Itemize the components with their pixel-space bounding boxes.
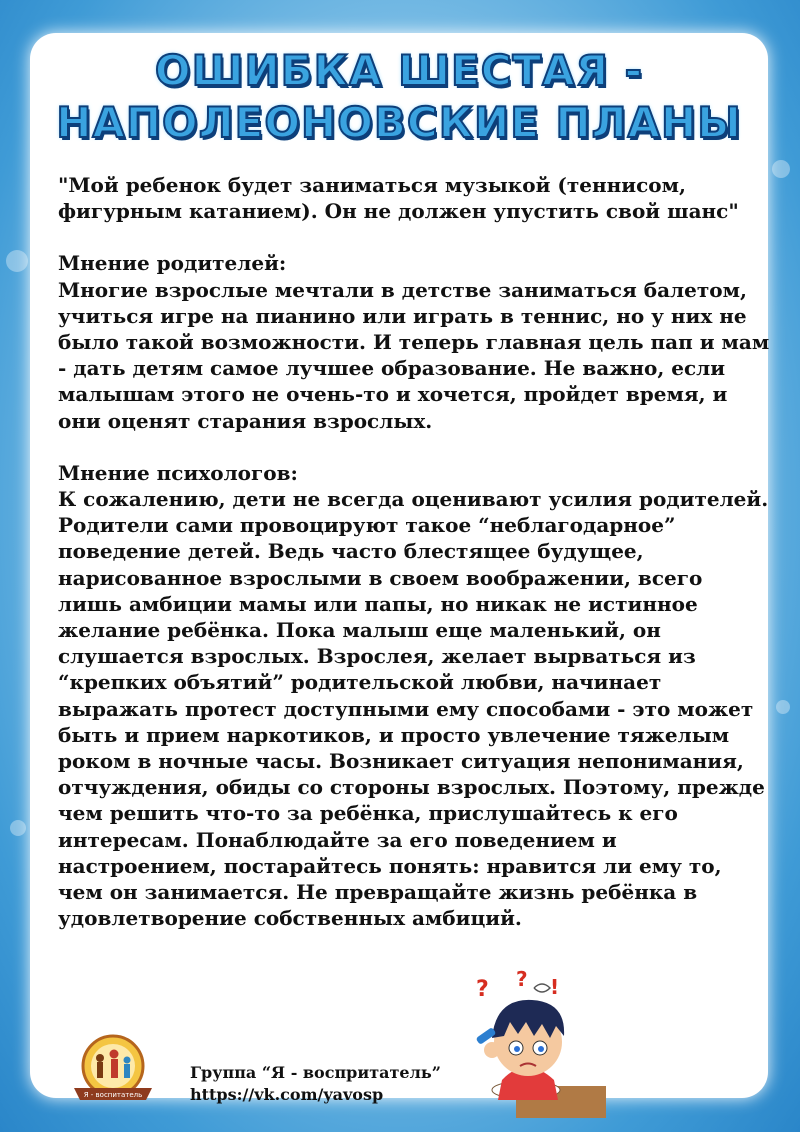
- page-title: [30, 45, 768, 149]
- title-line-2: НАПОЛЕОНОВСКИЕ ПЛАНЫ: [56, 98, 742, 147]
- background-bokeh: [10, 820, 26, 836]
- group-url: https://vk.com/yavosp: [190, 1085, 384, 1104]
- quote-text: "Мой ребенок будет заниматься музыкой (теннисом, фигурным катанием). Он не должен упустить свой шанс": [58, 173, 739, 224]
- exclamation-mark: !: [550, 975, 560, 999]
- background-bokeh: [776, 700, 790, 714]
- question-mark: ?: [516, 968, 528, 991]
- parents-heading: Мнение родителей:: [58, 251, 287, 276]
- title-line-1: ОШИБКА ШЕСТАЯ -: [154, 46, 644, 95]
- psychologists-text: К сожалению, дети не всегда оценивают усилия родителей. Родители сами провоцируют такое “неблагодарное” поведение детей. Ведь часто блестящее будущее, нарисованное взрослыми в своем воображении, всего лишь амбиции мамы или папы, но никак не истинное желание ребёнка. Пока малыш еще маленький, он слушается взрослых. Взрослея, желает вырваться из “крепких объятий” родительской любви, начинает выражать протест доступными ему способами - это может быть и прием наркотиков, и просто увлечение тяжелым роком в ночные часы. Возникает ситуация непонимания, отчуждения, обиды со стороны взрослых. Поэтому, прежде чем решить что-то за ребёнка, прислушайтесь к его интересам. Понаблюдайте за его поведением и настроением, постарайтесь понять: нравится ли ему то, чем он занимается. Не превращайте жизнь ребёнка в удовлетворение собственных амбиций.: [58, 487, 769, 931]
- thinking-boy-icon: [456, 968, 606, 1118]
- family-logo-icon: [70, 1032, 156, 1108]
- group-name: Группа “Я - воспритатель”: [190, 1063, 441, 1082]
- parents-text: Многие взрослые мечтали в детстве заниматься балетом, учиться игре на пианино или играть в теннис, но у них не было такой возможности. И теперь главная цель пап и мам - дать детям самое лучшее образование. Не важно, если малышам этого не очень-то и хочется, пройдет время, и они оценят старания взрослых.: [58, 277, 770, 433]
- background-bokeh: [772, 160, 790, 178]
- background-bokeh: [6, 250, 28, 272]
- logo-caption: Я - воспитатель: [83, 1091, 143, 1099]
- question-mark: ?: [476, 977, 489, 1002]
- footer: [190, 1062, 441, 1106]
- article-body: [58, 172, 770, 931]
- psychologists-heading: Мнение психологов:: [58, 460, 298, 485]
